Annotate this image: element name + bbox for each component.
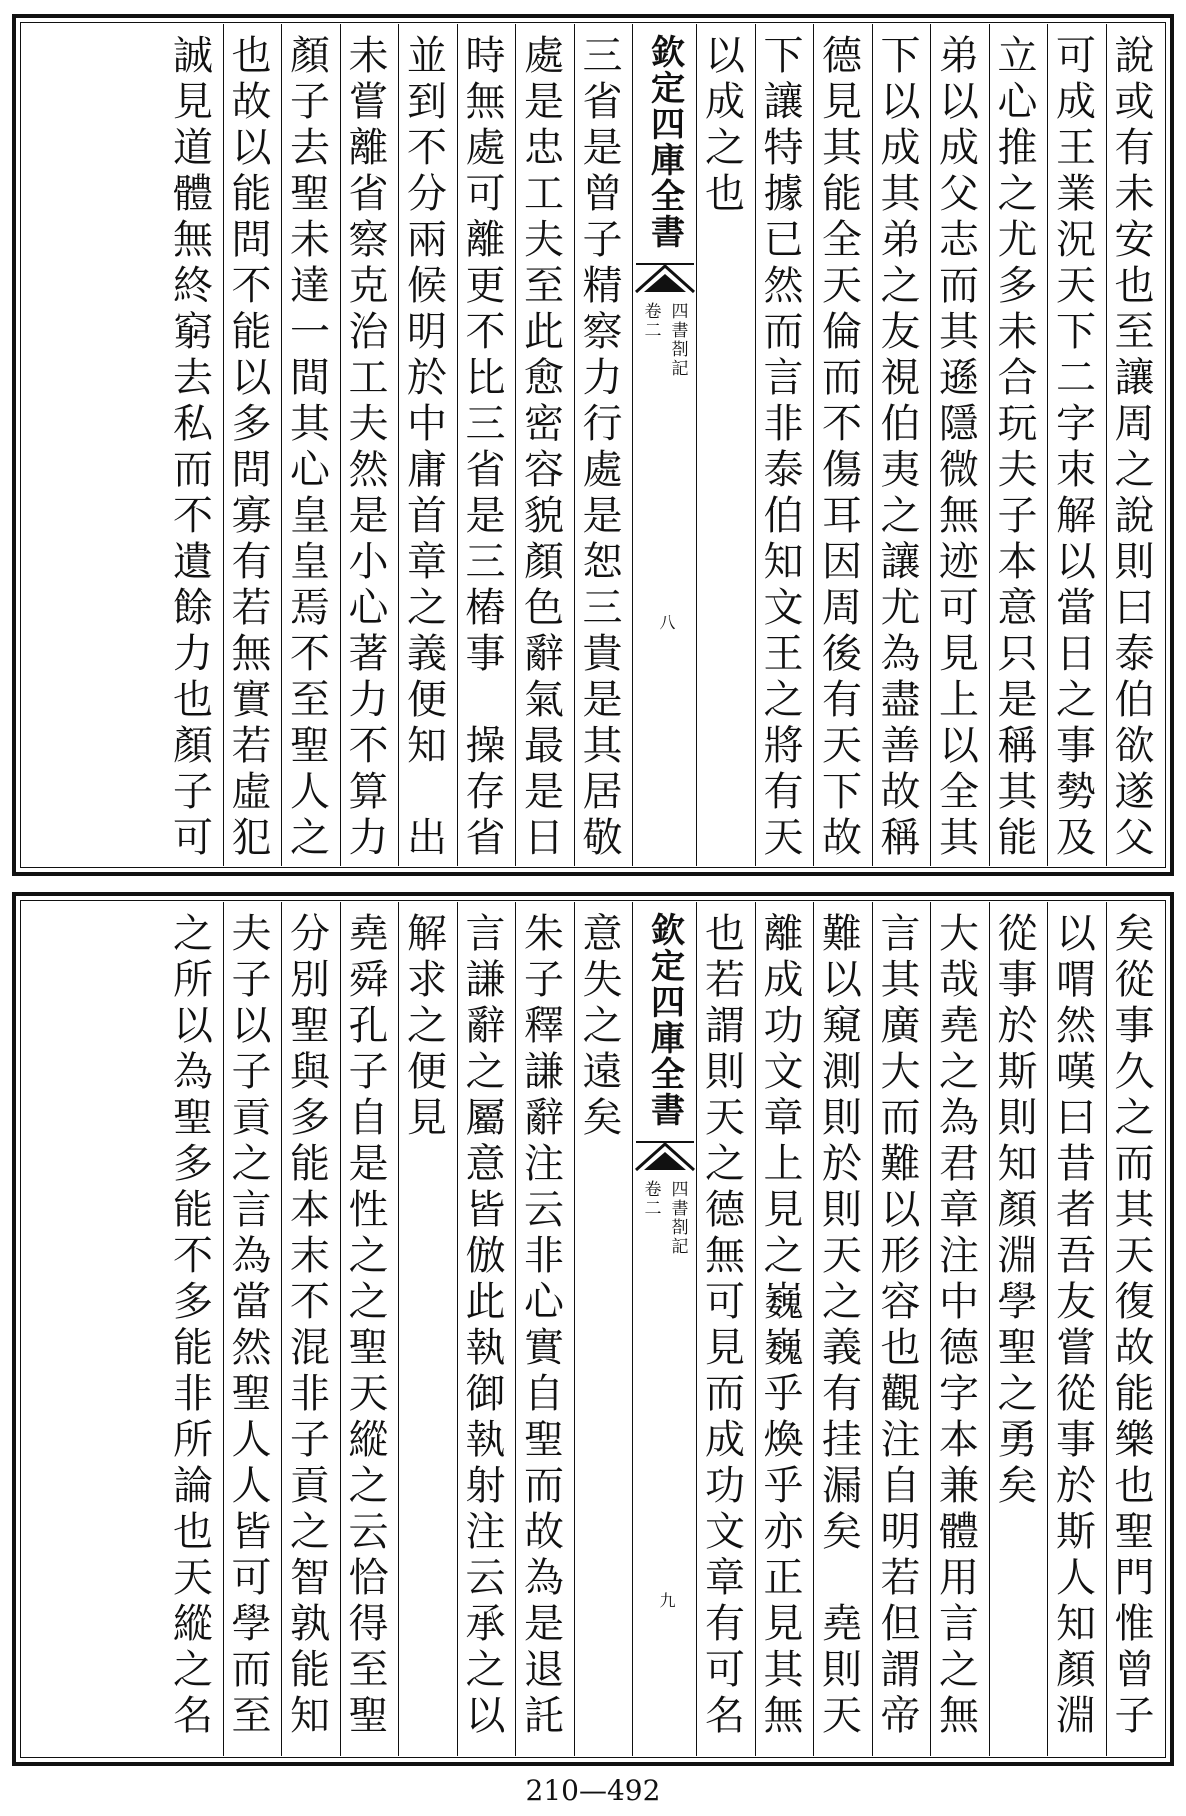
text-column: 也故以能問不能以多問寡有若無實若虛犯 xyxy=(223,24,282,866)
gutter-title: 欽定四庫全書 xyxy=(644,34,685,250)
gutter-title: 欽定四庫全書 xyxy=(644,912,685,1128)
text-column: 堯舜孔子自是性之之聖天縱之云恰得至聖 xyxy=(340,902,399,1756)
text-column: 德見其能全天倫而不傷耳因周後有天下故 xyxy=(813,24,872,866)
page-top-columns xyxy=(22,24,1164,866)
text-column: 未嘗離省察克治工夫然是小心著力不算力 xyxy=(340,24,399,866)
text-column: 誠見道體無終窮去私而不遺餘力也顏子可 xyxy=(166,34,213,862)
gutter-book-title: 四書剳記 xyxy=(667,302,688,378)
page-gutter xyxy=(632,902,696,1756)
page-gutter xyxy=(632,24,696,866)
gutter-volume: 卷二 xyxy=(640,302,661,340)
gutter-meta xyxy=(639,1180,691,1256)
page-top xyxy=(12,14,1174,876)
text-column: 時無處可離更不比三省是三樁事 操存省 xyxy=(457,24,516,866)
text-column: 矣從事久之而其天復故能樂也聖門惟曾子 xyxy=(1106,902,1165,1756)
page-bottom-columns xyxy=(22,902,1164,1756)
text-column: 處是忠工夫至此愈密容貌顏色辭氣最是日 xyxy=(515,24,574,866)
text-column: 以喟然嘆曰昔者吾友嘗從事於斯人知顏淵 xyxy=(1047,902,1106,1756)
text-column: 弟以成父志而其遜隱微無迹可見上以全其 xyxy=(930,24,989,866)
page-id-footer: 210—492 xyxy=(525,1774,661,1807)
gutter-meta xyxy=(639,302,691,378)
fish-tail-mark-icon xyxy=(634,1138,696,1172)
text-column: 之所以為聖多能不多能非所論也天縱之名 xyxy=(166,912,213,1740)
text-column: 解求之便見 xyxy=(398,902,457,1756)
text-column: 朱子釋謙辭注云非心實自聖而故為是退託 xyxy=(515,902,574,1756)
text-column: 從事於斯則知顏淵學聖之勇矣 xyxy=(989,902,1048,1756)
text-column: 也若謂則天之德無可見而成功文章有可名 xyxy=(696,902,755,1756)
text-column: 立心推之尤多未合玩夫子本意只是稱其能 xyxy=(989,24,1048,866)
text-column: 三省是曾子精察力行處是恕三貴是其居敬 xyxy=(574,24,633,866)
text-column: 下讓特據已然而言非泰伯知文王之將有天 xyxy=(755,24,814,866)
text-column: 言謙辭之屬意皆倣此執御執射注云承之以 xyxy=(457,902,516,1756)
text-column: 說或有未安也至讓周之說則曰泰伯欲遂父 xyxy=(1106,24,1165,866)
text-column: 言其廣大而難以形容也觀注自明若但謂帝 xyxy=(872,902,931,1756)
fish-tail-mark-icon xyxy=(634,260,696,294)
text-column: 難以窺測則於則天之義有挂漏矣 堯則天 xyxy=(813,902,872,1756)
gutter-book-title: 四書剳記 xyxy=(667,1180,688,1256)
text-column: 夫子以子貢之言為當然聖人人皆可學而至 xyxy=(223,902,282,1756)
text-column: 可成王業況天下二字朿解以當日之事勢及 xyxy=(1047,24,1106,866)
folio-number: 八 xyxy=(657,614,676,630)
text-column: 大哉堯之為君章注中德字本兼體用言之無 xyxy=(930,902,989,1756)
text-column: 以成之也 xyxy=(696,24,755,866)
text-column: 下以成其弟之友視伯夷之讓尤為盡善故稱 xyxy=(872,24,931,866)
text-column: 意失之遠矣 xyxy=(574,902,633,1756)
page-bottom xyxy=(12,892,1174,1766)
text-column: 顏子去聖未達一間其心皇皇焉不至聖人之 xyxy=(281,24,340,866)
gutter-volume: 卷二 xyxy=(640,1180,661,1218)
text-column: 並到不分兩候明於中庸首章之義便知 出 xyxy=(398,24,457,866)
folio-number: 九 xyxy=(657,1592,676,1608)
text-column: 離成功文章上見之巍巍乎煥乎亦正見其無 xyxy=(755,902,814,1756)
text-column: 分別聖與多能本末不混非子貢之智孰能知 xyxy=(281,902,340,1756)
